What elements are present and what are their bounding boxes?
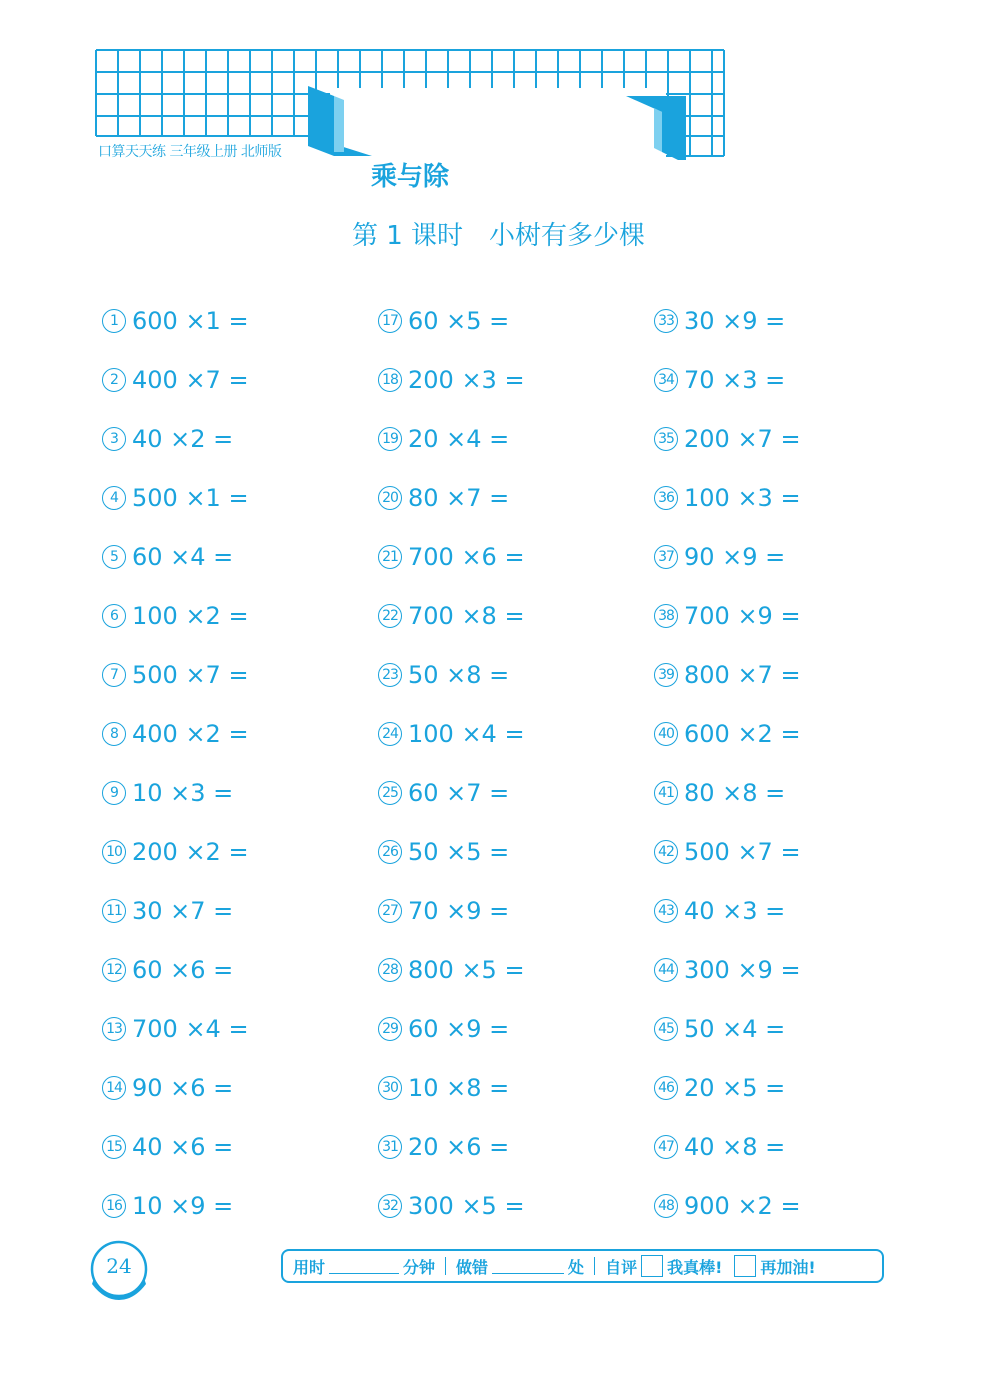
book-series-label: 口算天天练 三年级上册 北师版 — [96, 141, 283, 161]
problem-expression: 500 ×1 = — [132, 483, 249, 512]
problem-item — [378, 1176, 525, 1235]
problem-number-badge: 27 — [378, 899, 402, 923]
problem-number-badge: 7 — [102, 663, 126, 687]
problem-item — [378, 645, 525, 704]
problem-number-badge: 38 — [654, 604, 678, 628]
problem-item — [654, 1058, 801, 1117]
problem-item — [654, 409, 801, 468]
problem-expression: 60 ×7 = — [408, 778, 510, 807]
problem-expression: 90 ×9 = — [684, 542, 786, 571]
problem-item — [102, 468, 249, 527]
great-label: 我真棒! — [667, 1257, 723, 1277]
minutes-label: 分钟 — [403, 1257, 436, 1277]
problem-item — [378, 409, 525, 468]
problem-item — [654, 940, 801, 999]
problem-expression: 60 ×5 = — [408, 306, 510, 335]
problem-expression: 60 ×6 = — [132, 955, 234, 984]
problem-item — [654, 999, 801, 1058]
problem-column-1 — [102, 291, 249, 1235]
problem-item — [654, 1176, 801, 1235]
problem-number-badge: 13 — [102, 1017, 126, 1041]
problem-expression: 200 ×7 = — [684, 424, 801, 453]
problem-number-badge: 33 — [654, 309, 678, 333]
problem-column-2 — [378, 291, 525, 1235]
problem-number-badge: 41 — [654, 781, 678, 805]
problem-expression: 700 ×4 = — [132, 1014, 249, 1043]
problem-item — [102, 409, 249, 468]
problem-item — [378, 999, 525, 1058]
problem-number-badge: 9 — [102, 781, 126, 805]
problem-item — [102, 350, 249, 409]
page-number: 24 — [106, 1254, 132, 1278]
problem-number-badge: 39 — [654, 663, 678, 687]
problem-number-badge: 43 — [654, 899, 678, 923]
try-again-label: 再加油! — [760, 1257, 816, 1277]
problem-expression: 600 ×1 = — [132, 306, 249, 335]
problem-expression: 300 ×9 = — [684, 955, 801, 984]
problem-expression: 700 ×8 = — [408, 601, 525, 630]
divider — [594, 1257, 595, 1275]
problem-number-badge: 21 — [378, 545, 402, 569]
problem-expression: 400 ×2 = — [132, 719, 249, 748]
problem-number-badge: 40 — [654, 722, 678, 746]
problem-item — [378, 940, 525, 999]
problem-expression: 50 ×8 = — [408, 660, 510, 689]
problem-item — [102, 1176, 249, 1235]
problem-expression: 10 ×8 = — [408, 1073, 510, 1102]
problem-number-badge: 2 — [102, 368, 126, 392]
problem-number-badge: 4 — [102, 486, 126, 510]
problem-item — [654, 586, 801, 645]
problem-number-badge: 11 — [102, 899, 126, 923]
problem-number-badge: 26 — [378, 840, 402, 864]
problem-expression: 20 ×6 = — [408, 1132, 510, 1161]
problem-expression: 20 ×5 = — [684, 1073, 786, 1102]
self-eval-label: 自评 — [605, 1257, 638, 1277]
errors-unit-label: 处 — [568, 1257, 585, 1277]
problem-expression: 700 ×6 = — [408, 542, 525, 571]
problem-item — [378, 291, 525, 350]
lesson-title: 小树有多少棵 — [489, 221, 646, 251]
problem-number-badge: 18 — [378, 368, 402, 392]
problem-expression: 40 ×2 = — [132, 424, 234, 453]
problem-expression: 30 ×7 = — [132, 896, 234, 925]
problem-expression: 90 ×6 = — [132, 1073, 234, 1102]
problem-number-badge: 45 — [654, 1017, 678, 1041]
problem-item — [654, 1117, 801, 1176]
problem-item — [102, 881, 249, 940]
problem-expression: 40 ×8 = — [684, 1132, 786, 1161]
problem-item — [378, 350, 525, 409]
problem-expression: 30 ×9 = — [684, 306, 786, 335]
problem-number-badge: 12 — [102, 958, 126, 982]
problem-expression: 60 ×9 = — [408, 1014, 510, 1043]
problem-item — [102, 822, 249, 881]
problem-number-badge: 10 — [102, 840, 126, 864]
problem-number-badge: 44 — [654, 958, 678, 982]
problem-number-badge: 5 — [102, 545, 126, 569]
problem-number-badge: 19 — [378, 427, 402, 451]
time-label: 用时 — [293, 1257, 326, 1277]
problem-column-3 — [654, 291, 801, 1235]
problem-item — [654, 350, 801, 409]
problem-expression: 70 ×3 = — [684, 365, 786, 394]
problem-item — [378, 468, 525, 527]
problem-item — [102, 1058, 249, 1117]
problem-expression: 900 ×2 = — [684, 1191, 801, 1220]
problem-number-badge: 17 — [378, 309, 402, 333]
problem-number-badge: 23 — [378, 663, 402, 687]
problem-expression: 10 ×9 = — [132, 1191, 234, 1220]
problem-item — [378, 822, 525, 881]
problem-number-badge: 47 — [654, 1135, 678, 1159]
problem-expression: 800 ×5 = — [408, 955, 525, 984]
problem-item — [654, 468, 801, 527]
problem-expression: 70 ×9 = — [408, 896, 510, 925]
problem-expression: 200 ×2 = — [132, 837, 249, 866]
problem-item — [378, 704, 525, 763]
problem-number-badge: 35 — [654, 427, 678, 451]
problem-number-badge: 42 — [654, 840, 678, 864]
problem-item — [102, 940, 249, 999]
problem-item — [102, 291, 249, 350]
problem-expression: 600 ×2 = — [684, 719, 801, 748]
try-again-checkbox[interactable] — [734, 1255, 756, 1277]
problem-item — [102, 999, 249, 1058]
problem-item — [102, 586, 249, 645]
problem-expression: 50 ×5 = — [408, 837, 510, 866]
problem-item — [378, 763, 525, 822]
problem-number-badge: 1 — [102, 309, 126, 333]
problem-number-badge: 32 — [378, 1194, 402, 1218]
problem-item — [102, 645, 249, 704]
problem-item — [102, 1117, 249, 1176]
problem-number-badge: 29 — [378, 1017, 402, 1041]
problem-item — [654, 645, 801, 704]
problem-expression: 100 ×4 = — [408, 719, 525, 748]
problem-number-badge: 48 — [654, 1194, 678, 1218]
lesson-heading — [0, 215, 997, 252]
problem-item — [654, 291, 801, 350]
problem-expression: 20 ×4 = — [408, 424, 510, 453]
problem-number-badge: 24 — [378, 722, 402, 746]
problem-item — [654, 881, 801, 940]
problem-expression: 50 ×4 = — [684, 1014, 786, 1043]
problem-number-badge: 46 — [654, 1076, 678, 1100]
time-blank[interactable] — [329, 1259, 399, 1274]
problem-item — [378, 586, 525, 645]
errors-label: 做错 — [456, 1257, 489, 1277]
problem-number-badge: 25 — [378, 781, 402, 805]
problem-item — [102, 527, 249, 586]
problem-expression: 80 ×8 = — [684, 778, 786, 807]
problem-item — [378, 881, 525, 940]
great-checkbox[interactable] — [641, 1255, 663, 1277]
unit-title: 乘与除 — [370, 162, 449, 192]
problem-expression: 300 ×5 = — [408, 1191, 525, 1220]
problem-expression: 500 ×7 = — [132, 660, 249, 689]
problem-number-badge: 28 — [378, 958, 402, 982]
problem-item — [102, 704, 249, 763]
self-evaluation-bar — [281, 1249, 884, 1283]
problem-expression: 200 ×3 = — [408, 365, 525, 394]
problem-item — [654, 763, 801, 822]
problem-expression: 100 ×2 = — [132, 601, 249, 630]
problem-item — [654, 704, 801, 763]
problem-number-badge: 31 — [378, 1135, 402, 1159]
problem-number-badge: 30 — [378, 1076, 402, 1100]
errors-blank[interactable] — [492, 1259, 564, 1274]
problem-number-badge: 36 — [654, 486, 678, 510]
problem-number-badge: 14 — [102, 1076, 126, 1100]
problem-item — [654, 527, 801, 586]
problem-expression: 100 ×3 = — [684, 483, 801, 512]
problem-expression: 10 ×3 = — [132, 778, 234, 807]
problem-expression: 800 ×7 = — [684, 660, 801, 689]
problem-expression: 40 ×3 = — [684, 896, 786, 925]
problem-number-badge: 22 — [378, 604, 402, 628]
divider — [445, 1257, 446, 1275]
problem-item — [378, 527, 525, 586]
problem-number-badge: 34 — [654, 368, 678, 392]
problem-number-badge: 3 — [102, 427, 126, 451]
problem-item — [378, 1058, 525, 1117]
problem-expression: 500 ×7 = — [684, 837, 801, 866]
problem-number-badge: 6 — [102, 604, 126, 628]
problem-expression: 400 ×7 = — [132, 365, 249, 394]
lesson-number: 第 1 课时 — [351, 221, 464, 251]
problem-item — [654, 822, 801, 881]
problem-expression: 60 ×4 = — [132, 542, 234, 571]
problem-number-badge: 15 — [102, 1135, 126, 1159]
problem-number-badge: 16 — [102, 1194, 126, 1218]
problem-number-badge: 37 — [654, 545, 678, 569]
problem-expression: 40 ×6 = — [132, 1132, 234, 1161]
problem-item — [378, 1117, 525, 1176]
problem-expression: 700 ×9 = — [684, 601, 801, 630]
problem-item — [102, 763, 249, 822]
problem-number-badge: 8 — [102, 722, 126, 746]
problem-number-badge: 20 — [378, 486, 402, 510]
problem-expression: 80 ×7 = — [408, 483, 510, 512]
